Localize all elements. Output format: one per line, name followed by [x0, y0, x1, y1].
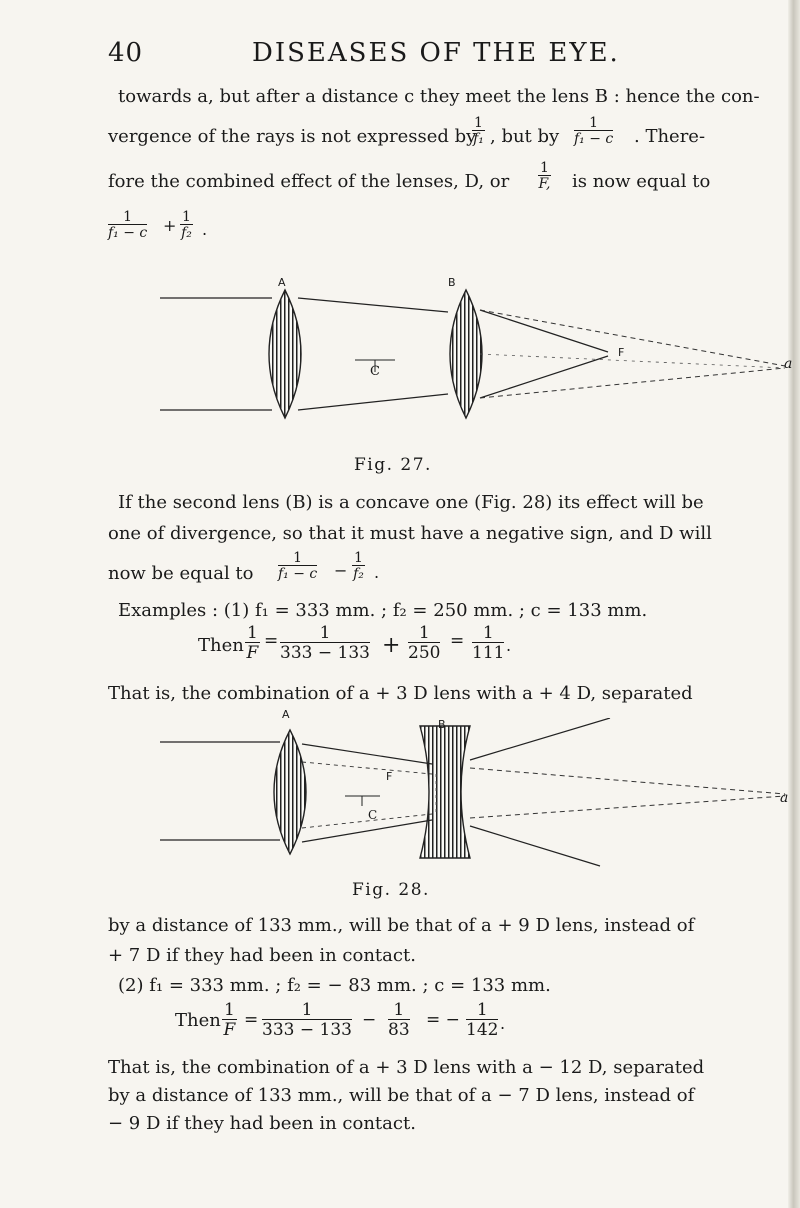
- fraction: $\frac{1}{F}$: [246, 623, 259, 663]
- text-line: If the second lens (B) is a concave one (Fig. 28) its effect will be: [118, 492, 704, 513]
- plus-sign: +: [382, 633, 401, 658]
- period: .: [500, 1014, 506, 1033]
- minus-sign: −: [362, 1010, 377, 1030]
- label-c: C: [368, 808, 378, 822]
- label-alpha: a: [780, 790, 789, 806]
- text-line: one of divergence, so that it must have a negative sign, and D will: [108, 523, 712, 544]
- text-line: vergence of the rays is not expressed by: [108, 126, 477, 147]
- text-line: fore the combined effect of the lenses, D, or: [108, 171, 510, 192]
- period: .: [506, 636, 512, 655]
- text-line: is now equal to: [572, 171, 711, 192]
- fraction: $\frac{1}{\text{f₁}}$: [473, 115, 484, 147]
- fraction: $\frac{1}{250}$: [408, 623, 441, 663]
- equals-sign: =: [264, 631, 279, 651]
- text-line: (2) f₁ = 333 mm. ; f₂ = − 83 mm. ; c = 133 mm.: [118, 975, 551, 996]
- text-line: Then: [198, 635, 244, 656]
- fraction: $\frac{1}{333 - 133}$: [280, 623, 370, 663]
- text-line: . There-: [634, 126, 706, 147]
- figure-28: [0, 718, 800, 868]
- figure-caption: Fig. 28.: [352, 880, 430, 900]
- label-a: A: [278, 276, 286, 289]
- fraction: $\frac{1}{\text{f₂}}$: [181, 209, 192, 241]
- text-line: + 7 D if they had been in contact.: [108, 945, 416, 966]
- text-line: by a distance of 133 mm., will be that of a + 9 D lens, instead of: [108, 915, 695, 936]
- text-line: Then: [175, 1010, 221, 1031]
- equals-sign: =: [244, 1010, 259, 1030]
- fraction: $\frac{1}{\text{f₁ − c}}$: [278, 550, 318, 582]
- label-b: B: [438, 718, 446, 731]
- text-line: − 9 D if they had been in contact.: [108, 1113, 416, 1134]
- label-a: A: [282, 708, 290, 721]
- text-line: , but by: [490, 126, 560, 147]
- page-edge: [788, 0, 800, 1208]
- label-f: F: [618, 346, 625, 359]
- label-b: B: [448, 276, 456, 289]
- fraction: $\frac{1}{\text{f₂}}$: [353, 550, 364, 582]
- period: .: [202, 220, 208, 239]
- text-line: by a distance of 133 mm., will be that of a − 7 D lens, instead of: [108, 1085, 695, 1106]
- text-line: Examples : (1) f₁ = 333 mm. ; f₂ = 250 mm. ; c = 133 mm.: [118, 600, 648, 621]
- label-c: C: [370, 364, 380, 379]
- plus-sign: +: [163, 216, 177, 235]
- page-number: 40: [108, 38, 144, 68]
- minus-sign: −: [334, 561, 348, 580]
- fraction: $\frac{1}{83}$: [388, 1000, 410, 1040]
- fraction: $\frac{1}{\text{f₁ − c}}$: [108, 209, 148, 241]
- equals-sign: =: [450, 631, 465, 651]
- text-line: towards a, but after a distance c they meet the lens B : hence the con-: [118, 86, 760, 107]
- fraction: $\frac{1}{F,}$: [538, 160, 551, 192]
- fraction: $\frac{1}{\text{f₁ − c}}$: [574, 115, 614, 147]
- figure-27: [0, 280, 800, 440]
- text-line: That is, the combination of a + 3 D lens with a + 4 D, separated: [108, 683, 693, 704]
- label-f: F: [386, 770, 393, 783]
- figure-caption: Fig. 27.: [354, 455, 432, 475]
- fraction: $\frac{1}{F}$: [223, 1000, 236, 1040]
- equals-sign: = −: [426, 1010, 460, 1030]
- fraction: $\frac{1}{142}$: [466, 1000, 499, 1040]
- fraction: $\frac{1}{111}$: [472, 623, 505, 663]
- period: .: [374, 563, 380, 582]
- text-line: That is, the combination of a + 3 D lens with a − 12 D, separated: [108, 1057, 705, 1078]
- label-alpha: a: [784, 356, 793, 372]
- text-line: now be equal to: [108, 563, 254, 584]
- fraction: $\frac{1}{333 - 133}$: [262, 1000, 352, 1040]
- running-title: DISEASES OF THE EYE.: [252, 38, 620, 68]
